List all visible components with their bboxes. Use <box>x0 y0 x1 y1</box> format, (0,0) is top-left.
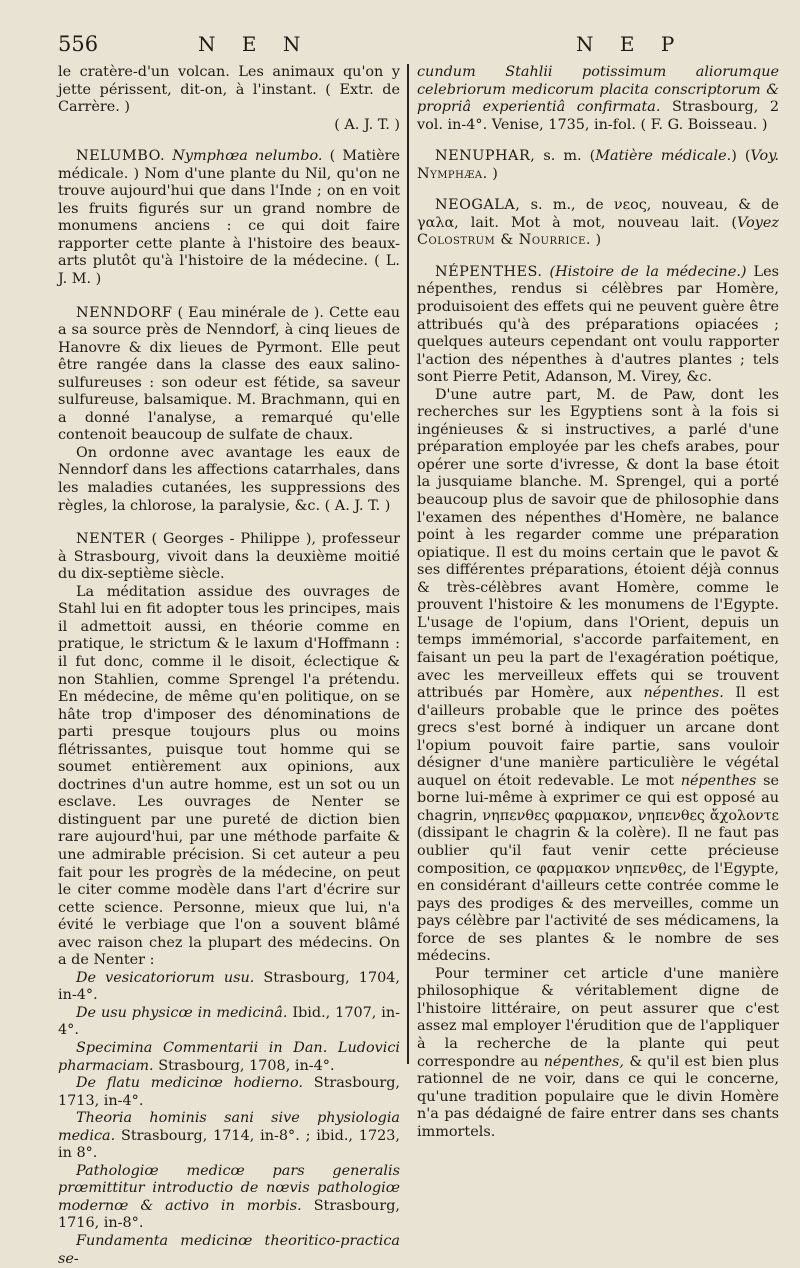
nelumbo-body: ( Matière médicale. ) Nom d'une plante du Nil, qu'on ne trouve aujourd'hui que dans l'Inde ; on en voit les fruits figurés sur un grand nombre de monumens anciens : ce qui doit faire rapporter cette plante à l'histoire des beaux-arts plutôt qu'à l'histoire de la médecine. ( L. J. M. ) <box>58 148 400 288</box>
entry-heading-nepenthes: NÉPENTHES. <box>435 263 543 280</box>
nenuphar-category: Matière médicale. <box>595 148 732 165</box>
nenndorf-body-2: On ordonne avec avantage les eaux de Nenndorf dans les affections catarrhales, dans les maladies cutanées, les suppressions des règles, la chlorose, la paralysie, &c. ( A. J. T. ) <box>58 444 400 514</box>
nepenthes-text: se borne lui-même à exprimer ce qui est opposé au chagrin, νηπενθες φαρμακον, νηπενθες ἄχολοντε (dissipant le chagrin & la colère). Il ne faut pas oublier qu'il faut venir cette précieuse composition, ce φαρμακον νηπενθες, de l'Egypte, en considérant d'ailleurs cette contrée comme le pays des prodiges & des merveilles, comme un pays célèbre par l'activité de ses médicamens, la force de ses plantes & le nombre de ses médecins. <box>417 772 779 965</box>
work-item <box>58 1163 400 1233</box>
entry-heading-nenter: NENTER <box>76 531 146 548</box>
neogala-text: s. m., de νεος, nouveau, & de γαλα, lait. Mot à mot, nouveau lait. ( <box>417 197 779 231</box>
work-imprint: Strasbourg, 1708, in-4°. <box>153 1057 335 1074</box>
work-title: De usu physicœ in medicinâ. <box>76 1004 288 1021</box>
nenuphar-text: ) <box>487 165 498 182</box>
work-imprint: Ibid., 1707, in-4°. <box>58 1004 401 1039</box>
work-item <box>58 1233 400 1268</box>
nenuphar-crossref: Nymphæa. <box>417 165 488 182</box>
crater-paragraph: le cratère-d'un volcan. Les animaux qu'on y jette périssent, dit-on, à l'instant. ( Extr. de Carrère. ) <box>58 64 400 116</box>
work-item <box>58 1110 400 1163</box>
nelumbo-latin-name: Nymphœa nelumbo. <box>172 148 323 165</box>
entry-nenter <box>58 531 400 584</box>
nepenthes-term: népenthes. <box>643 685 724 702</box>
work-imprint: Strasbourg, 1704, in-4°. <box>58 969 400 1004</box>
nenter-body: La méditation assidue des ouvrages de Stahl lui en fit adopter tous les principes, mais il admettoit aussi, en théorie comme en pratique, le strictum & le laxum d'Hoffmann : il fut donc, comme il le disoit, éclectique & non Stahlien, comme Sprengel l'a prétendu. En médecine, de même qu'en politique, on se hâte trop d'imposer des dénominations de parti presque toujours plus ou moins flétrissantes, puisque tout homme qui se soumet entièrement aux opinions, aux doctrines d'un autre homme, est un sot ou un esclave. Les ouvrages de Nenter se distinguent par une pureté de diction bien rare aujourd'hui, par une méthode parfaite & une admirable précision. Si cet auteur a peu fait pour les progrès de la médecine, on peut le citer comme modèle dans l'art d'écrire sur cette science. Personne, mieux que lui, n'a évité le verbiage que l'on a souvent blâmé avec raison chez la plupart des médecins. On a de Nenter : <box>58 583 400 969</box>
work-imprint: Strasbourg, 1716, in-8°. <box>58 1197 400 1232</box>
right-running-head: N E P <box>576 32 685 56</box>
work-item <box>58 970 400 1005</box>
page-number: 556 <box>58 32 99 56</box>
crater-signature: ( A. J. T. ) <box>334 116 400 133</box>
entry-heading-nenndorf: NENNDORF <box>76 304 173 321</box>
nenuphar-see: Voy. <box>750 148 779 165</box>
right-column <box>417 64 780 1140</box>
entry-heading-nelumbo: NELUMBO. <box>76 148 166 165</box>
nepenthes-term: népenthes, <box>543 1053 625 1070</box>
nepenthes-text: & qu'il est bien plus rationnel de ne voir, dans ce qui le concerne, qu'une tradition populaire que le divin Homère n'a pas dédaigné de faire entrer dans ses chants immortels. <box>417 1053 779 1140</box>
neogala-see: Voyez <box>737 214 779 231</box>
work-imprint: Strasbourg, 1713, in-4°. <box>58 1075 400 1109</box>
work-title: Fundamenta medicinœ theoritico-practica se- <box>58 1233 400 1267</box>
nepenthes-text: Les népenthes, rendus si célèbres par Homère, produisoient des effets qui ne peuvent guère être attribués qu'à des préparations opiacées ; quelques auteurs cependant ont voulu rapporter l'action des népenthes à d'autres plantes ; tels sont Pierre Petit, Adanson, M. Virey, &c. <box>417 263 779 386</box>
work-item <box>58 1005 400 1040</box>
left-column <box>58 64 401 1267</box>
nepenthes-paragraph-3 <box>417 966 779 1141</box>
nepenthes-category: (Histoire de la médecine.) <box>549 263 747 280</box>
work-title: Pathologiœ medicœ pars generalis prœmittitur introductio de nœvis pathologiœ modernœ & activo in morbis. <box>58 1162 400 1214</box>
running-header <box>58 32 772 64</box>
neogala-text: ) <box>590 232 602 249</box>
work-imprint: Strasbourg, 1714, in-8°. ; ibid., 1723, in 8°. <box>58 1127 400 1162</box>
entry-nelumbo <box>58 148 400 288</box>
entry-neogala <box>417 197 779 250</box>
continued-citation-imprint: Strasbourg, 2 vol. in-4°. Venise, 1735, in-fol. ( F. G. Boisseau. ) <box>417 99 779 133</box>
neogala-crossref: Colostrum & Nourrice. <box>417 232 591 249</box>
nepenthes-text: Pour terminer cet article d'une manière philosophique & véritablement digne de l'histoire littéraire, on peut assurer que c'est assez mal employer l'érudition que de l'appliquer à la recherche de la plante qui peut correspondre au <box>417 965 779 1070</box>
nenuphar-text: s. m. ( <box>535 148 596 165</box>
nepenthes-paragraph-2 <box>417 387 779 966</box>
entry-heading-neogala: NEOGALA, <box>435 197 521 214</box>
work-title: De vesicatoriorum usu. <box>76 969 255 986</box>
work-title: Theoria hominis sani sive physiologia medica. <box>58 1110 400 1144</box>
column-divider <box>407 64 409 1064</box>
nenndorf-body: ( Eau minérale de ). Cette eau a sa source près de Nenndorf, à cinq lieues de Hanovre & dix lieues de Pyrmont. Elle peut être rangée dans la classe des eaux salino-sulfureuses : son odeur est fétide, sa saveur sulfureuse, balsamique. M. Brachmann, qui en a donné l'analyse, a remarqué qu'elle contenoit beaucoup de sulfate de chaux. <box>58 304 400 444</box>
entry-nenuphar <box>417 148 779 183</box>
nepenthes-term: népenthes <box>680 772 757 789</box>
continued-citation <box>417 64 779 134</box>
entry-nenndorf <box>58 305 400 445</box>
work-item <box>58 1040 400 1075</box>
entry-nepenthes <box>417 264 779 387</box>
continued-citation-title: cundum Stahlii potissimum aliorumque celebriorum medicorum placita conscriptorum & propriâ experientiâ confirmata. <box>417 64 779 116</box>
nenuphar-text: ) ( <box>731 148 751 165</box>
work-title: De flatu medicinœ hodierno. <box>76 1075 303 1092</box>
nenter-intro: ( Georges - Philippe ), professeur à Strasbourg, vivoit dans la deuxième moitié du dix-septième siècle. <box>58 531 401 583</box>
entry-heading-nenuphar: NENUPHAR, <box>435 148 536 165</box>
nepenthes-text: D'une autre part, M. de Paw, dont les recherches sur les Egyptiens sont à la fois si ingénieuses & si instructives, a parlé d'une préparation employée par les chefs arabes, pour opérer une sorte d'ivresse, & dont la base étoit la jusquiame blanche. M. Sprengel, qui a porté beaucoup plus de savoir que de philosophie dans l'examen des népenthes d'Homère, ne balance point à les regarder comme une préparation opiatique. Il est du moins certain que le pavot & ses différentes préparations, étoient déjà connus & très-célèbres avant Homère, comme le prouvent l'histoire & les monumens de l'Egypte. L'usage de l'opium, dans l'Orient, depuis un temps immémorial, s'accorde parfaitement, en faisant un peu la part de l'exagération poétique, avec les merveilleux effets qui se trouvent attribués par Homère, aux <box>417 386 779 702</box>
work-title: Specimina Commentarii in Dan. Ludovici pharmaciam. <box>58 1039 400 1074</box>
work-item <box>58 1075 400 1110</box>
nepenthes-text: Il est d'ailleurs probable que le prince des poëtes grecs s'est borné à indiquer un arcane dont l'opium pouvoit faire partie, sans vouloir désigner d'une manière particulière le végétal auquel on étoit redevable. Le mot <box>417 685 780 789</box>
nenter-works-list <box>58 970 400 1268</box>
left-running-head: N E N <box>198 32 311 56</box>
